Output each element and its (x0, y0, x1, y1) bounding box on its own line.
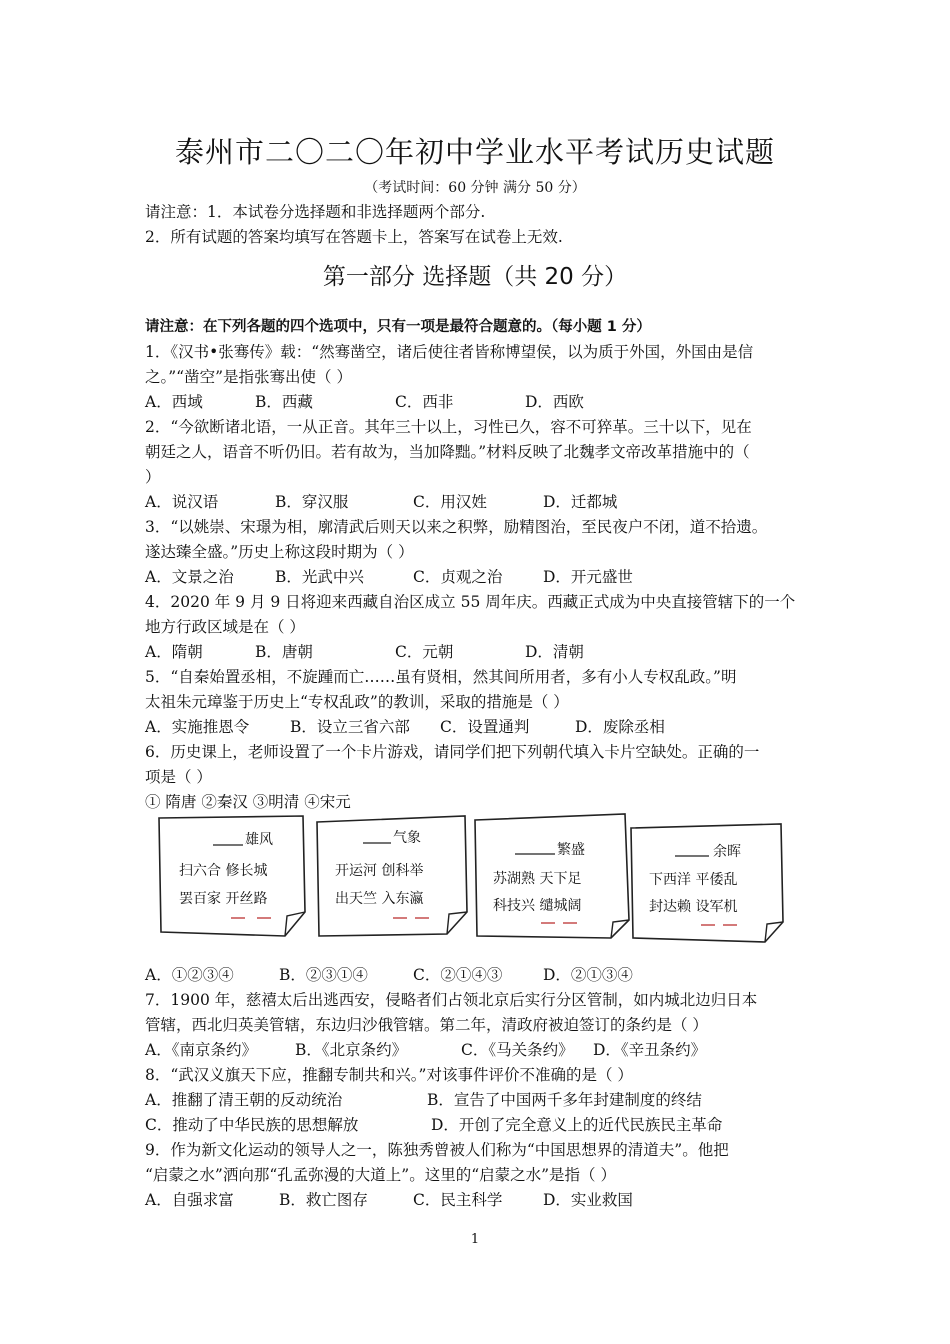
exam-subtitle: （考试时间：60 分钟 满分 50 分） (364, 180, 586, 196)
page-title: 泰州市二〇二〇年初中学业水平考试历史试题 (174, 135, 775, 169)
option: B．宣告了中国两千多年封建制度的终结 (427, 1091, 702, 1109)
question-9-text: 9．作为新文化运动的领导人之一，陈独秀曾被人们称为“中国思想界的清道夫”。他把 (145, 1141, 729, 1159)
option: D．迁都城 (543, 493, 618, 511)
question-4-text: 4．2020 年 9 月 9 日将迎来西藏自治区成立 55 周年庆。西藏正式成为中央直接管辖下的一个 (145, 593, 796, 611)
option: A．推翻了清王朝的反动统治 (145, 1091, 343, 1109)
option: B．西藏 (255, 393, 313, 411)
option: C．推动了中华民族的思想解放 (145, 1116, 359, 1134)
question-9-text: “启蒙之水”洒向那“孔孟弥漫的大道上”。这里的“启蒙之水”是指（ ） (145, 1166, 616, 1184)
option: A．文景之治 (145, 568, 234, 586)
card-1-head: 雄风 (245, 832, 273, 848)
question-7-options (145, 1039, 706, 1061)
card-4-head: 余晖 (713, 844, 741, 860)
option: A．自强求富 (145, 1191, 234, 1209)
option: A．说汉语 (145, 493, 219, 511)
question-2-text: 2．“今欲断诸北语，一从正音。其年三十以上，习性已久，容不可猝革。三十以下，见在 (145, 418, 752, 436)
option: D．清朝 (525, 643, 584, 661)
option: C．西非 (395, 393, 454, 411)
option: D．《辛丑条约》 (593, 1041, 707, 1059)
card-4-row1: 下西洋 平倭乱 (649, 872, 738, 888)
card-2-row2: 出天竺 入东瀛 (335, 891, 424, 907)
question-6-choices: ① 隋唐 ②秦汉 ③明清 ④宋元 (145, 793, 351, 811)
card-1-row2: 罢百家 开丝路 (179, 891, 268, 907)
option: D．实业救国 (543, 1191, 633, 1209)
card-3-row1: 苏湖熟 天下足 (493, 871, 582, 887)
option: B．《北京条约》 (295, 1041, 408, 1059)
card-2-head: 气象 (393, 830, 421, 846)
question-6-text: 项是（ ） (145, 768, 212, 786)
card-3 (475, 814, 629, 938)
option: C．设置通判 (440, 718, 530, 736)
option: A．隋朝 (145, 643, 203, 661)
card-4 (631, 824, 783, 942)
option: D．②①③④ (543, 966, 633, 984)
option: B．唐朝 (255, 643, 313, 661)
question-1-text: 1．《汉书•张骞传》载：“然骞凿空，诸后使往者皆称博望侯，以为质于外国，外国由是信 (145, 343, 754, 361)
card-3-head: 繁盛 (557, 842, 585, 858)
question-5-text: 5．“自秦始置丞相，不旋踵而亡……虽有贤相，然其间所用者，多有小人专权乱政。”明 (145, 668, 737, 686)
option: D．西欧 (525, 393, 584, 411)
option: B．②③①④ (279, 966, 368, 984)
question-9-options (145, 1189, 633, 1211)
question-6-text: 6．历史课上，老师设置了一个卡片游戏，请同学们把下列朝代填入卡片空缺处。正确的一 (145, 743, 760, 761)
card-4-row2: 封达赖 设军机 (649, 899, 738, 915)
card-2 (317, 816, 467, 936)
question-2-text: 朝廷之人，语音不听仍旧。若有故为，当加降黜。”材料反映了北魏孝文帝改革措施中的（ (145, 443, 750, 461)
card-3-row2: 科技兴 缱城阔 (493, 898, 582, 914)
note-line: 2．所有试题的答案均填写在答题卡上，答案写在试卷上无效. (145, 228, 563, 246)
option: B．光武中兴 (275, 568, 364, 586)
card-1-row1: 扫六合 修长城 (179, 863, 268, 879)
option: A．西域 (145, 393, 203, 411)
question-3-options (145, 566, 633, 588)
option: C．用汉姓 (413, 493, 487, 511)
question-6-options (145, 964, 633, 986)
question-8-text: 8．“武汉义旗天下应，推翻专制共和兴。”对该事件评价不准确的是（ ） (145, 1066, 633, 1084)
dynasty-cards-image (153, 812, 793, 952)
question-1-text: 之。”“凿空”是指张骞出使（ ） (145, 368, 352, 386)
option: C．②①④③ (413, 966, 503, 984)
option: D．废除丞相 (575, 718, 665, 736)
question-1-options (145, 391, 584, 413)
page-number: 1 (470, 1232, 480, 1247)
question-3-text: 遂达臻全盛。”历史上称这段时期为（ ） (145, 543, 414, 561)
question-7-text: 管辖，西北归英美管辖，东边归沙俄管辖。第二年，清政府被迫签订的条约是（ ） (145, 1016, 708, 1034)
option: A．①②③④ (145, 966, 234, 984)
question-5-options (145, 716, 665, 738)
question-4-text: 地方行政区域是在（ ） (145, 618, 305, 636)
question-3-text: 3．“以姚崇、宋璟为相，廓清武后则天以来之积弊，励精图治，至民夜户不闭，道不拾遗。 (145, 518, 768, 536)
question-8-options (145, 1089, 702, 1111)
section-note: 请注意：在下列各题的四个选项中，只有一项是最符合题意的。（每小题 1 分） (145, 319, 651, 335)
option: D．开创了完全意义上的近代民族民主革命 (431, 1116, 723, 1134)
option: C．民主科学 (413, 1191, 503, 1209)
question-4-options (145, 641, 584, 663)
option: C．元朝 (395, 643, 454, 661)
option: B．救亡图存 (279, 1191, 368, 1209)
option: D．开元盛世 (543, 568, 633, 586)
option: C．《马关条约》 (461, 1041, 574, 1059)
option: B．设立三省六部 (290, 718, 410, 736)
question-2-options (145, 491, 617, 513)
question-5-text: 太祖朱元璋鉴于历史上“专权乱政”的教训，采取的措施是（ ） (145, 693, 569, 711)
question-2-text: ） (145, 468, 161, 486)
section-title: 第一部分 选择题（共 20 分） (322, 264, 628, 290)
question-8-options (145, 1114, 722, 1136)
option: B．穿汉服 (275, 493, 349, 511)
option: A．《南京条约》 (145, 1041, 257, 1059)
question-7-text: 7．1900 年，慈禧太后出逃西安，侵略者们占领北京后实行分区管制，如内城北边归日本 (145, 991, 758, 1009)
card-2-row1: 开运河 创科举 (335, 863, 424, 879)
card-1 (159, 816, 305, 936)
option: C．贞观之治 (413, 568, 503, 586)
note-line: 请注意：1．本试卷分选择题和非选择题两个部分. (145, 203, 486, 221)
option: A．实施推恩令 (145, 718, 250, 736)
